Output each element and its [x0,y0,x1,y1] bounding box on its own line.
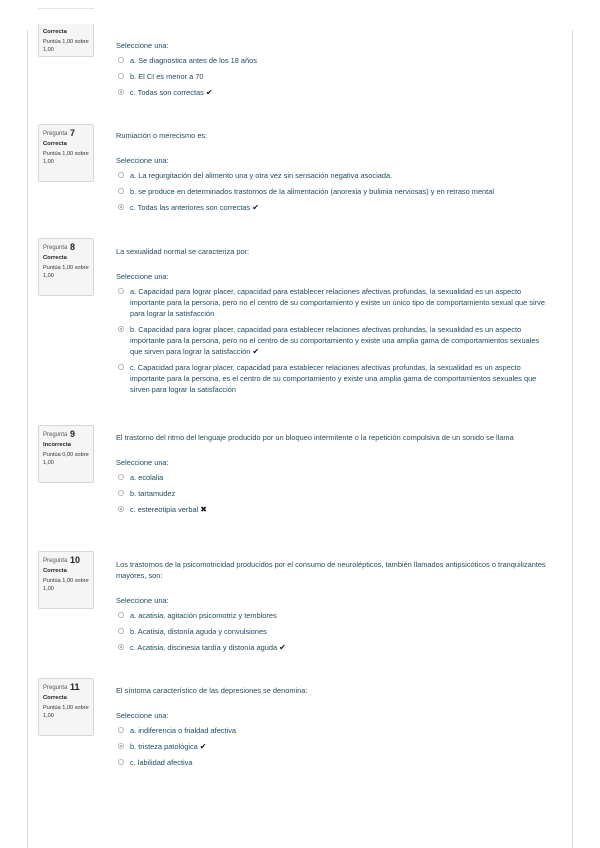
answer-option[interactable] [116,488,548,499]
divider [38,8,94,9]
select-prompt: Seleccione una: [116,596,169,605]
answer-option[interactable] [116,472,548,483]
option-text: a. Capacidad para lograr placer, capacidad para establecer relaciones afectivas profundas, la sexualidad es un aspecto importante para la persona, pero no el centro de su comportamiento y existe un único tipo de comportamiento sexual que sirve para lograr la satisfacción [130,287,545,318]
question-number: 9 [70,429,76,439]
option-text: b. Capacidad para lograr placer, capacidad para establecer relaciones afectivas profundas, la sexualidad es un aspecto importante para la persona, pero no el centro de su comportamiento y existe una amplia gama de comportamientos sexuales que sirven para lograr la satisfacción [130,325,540,356]
question-label: Pregunta 10 [43,555,81,565]
option-text: a. acatisia, agitación psicomotriz y temblores [130,611,277,620]
question-grade: Puntúa 0,00 sobre 1,00 [43,452,89,466]
question-state: Correcta [43,695,67,701]
option-text: c. Acatisia, discinesia tardía y distonía aguda [130,643,278,652]
question-state: Correcta [43,29,67,35]
option-text: c. Todas son correctas [130,88,204,97]
question-text: Rumiación o merecismo es: [116,131,208,140]
option-text: b. se produce en determinados trastornos de la alimentación (anorexia y bulimia nerviosas) y en retraso mental [130,187,494,196]
option-text: a. Se diagnostica antes de los 18 años [130,56,257,65]
question-state: Correcta [43,141,67,147]
question-text: La sexualidad normal se caracteriza por: [116,247,250,256]
answer-option[interactable] [116,71,548,82]
question-info-6 [38,24,94,57]
answer-option[interactable] [116,324,548,357]
radio-button[interactable] [118,172,124,178]
answer-option[interactable] [116,642,548,653]
select-prompt: Seleccione una: [116,458,169,467]
check-icon: ✔ [279,643,286,652]
option-text: c. Capacidad para lograr placer, capacidad para establecer relaciones afectivas profundas, la sexualidad es un aspecto importante para la persona, es el centro de su comportamiento y existe una amplia gama de comportamientos sexuales que sirven para lograr la satisfacción [130,363,537,394]
answer-option[interactable] [116,757,548,768]
option-text: a. indiferencia o frialdad afectiva [130,726,236,735]
question-label: Pregunta 8 [43,242,76,252]
radio-button[interactable] [118,204,124,210]
question-text: Los trastornos de la psicomotricidad producidos por el consumo de neurolépticos, también llamados antipsicóticos o tranquilizantes mayores, son: [116,560,546,580]
question-9 [116,432,548,520]
option-text: c. Todas las anteriores son correctas [130,203,251,212]
radio-button[interactable] [118,628,124,634]
question-text: El síntoma característico de las depresiones se denomina: [116,686,308,695]
question-info-9 [38,425,94,483]
radio-button[interactable] [118,612,124,618]
radio-button[interactable] [118,57,124,63]
check-icon: ✔ [252,203,259,212]
question-label: Pregunta 11 [43,682,80,692]
question-grade: Puntúa 1,00 sobre 1,00 [43,705,89,719]
question-grade: Puntúa 1,00 sobre 1,00 [43,265,89,279]
option-text: b. tristeza patológica [130,742,198,751]
question-label: Pregunta 9 [43,429,76,439]
question-state: Correcta [43,568,67,574]
check-icon: ✔ [252,347,260,356]
answer-option[interactable] [116,362,548,395]
answer-option[interactable] [116,55,548,66]
question-text: El trastorno del ritmo del lenguaje producido por un bloqueo intermitente o la repetición compulsiva de un sonido se llama [116,433,514,442]
answer-option[interactable] [116,725,548,736]
radio-button[interactable] [118,743,124,749]
question-info-10 [38,551,94,609]
option-text: c. estereotipia verbal [130,505,199,514]
check-icon: ✔ [205,88,213,97]
radio-button[interactable] [118,89,124,95]
option-text: b. Acatisia, distonía aguda y convulsiones [130,627,267,636]
option-text: a. La regurgitación del alimento una y otra vez sin sensación negativa asociada. [130,171,393,180]
option-text: b. tartamudez [130,489,176,498]
question-info-11 [38,678,94,736]
question-label: Pregunta 7 [43,128,76,138]
answer-option[interactable] [116,626,548,637]
radio-button[interactable] [118,326,124,332]
answer-option[interactable] [116,186,548,197]
select-prompt: Seleccione una: [116,41,169,50]
select-prompt: Seleccione una: [116,156,169,165]
question-info-7 [38,124,94,182]
radio-button[interactable] [118,506,124,512]
answer-option[interactable] [116,504,548,515]
question-grade: Puntúa 1,00 sobre 1,00 [43,39,89,53]
answer-option[interactable] [116,202,548,213]
radio-button[interactable] [118,474,124,480]
select-prompt: Seleccione una: [116,272,169,281]
question-number: 7 [70,128,76,138]
question-6 [116,40,548,103]
question-info-8 [38,238,94,296]
answer-option[interactable] [116,610,548,621]
answer-option[interactable] [116,87,548,98]
question-10 [116,559,548,658]
question-state: Correcta [43,255,67,261]
option-text: c. labilidad afectiva [130,758,193,767]
select-prompt: Seleccione una: [116,711,169,720]
question-8 [116,246,548,400]
radio-button[interactable] [118,644,124,650]
radio-button[interactable] [118,288,124,294]
option-text: b. El CI es menor a 70 [130,72,204,81]
radio-button[interactable] [118,73,124,79]
answer-option[interactable] [116,286,548,319]
radio-button[interactable] [118,490,124,496]
question-7 [116,130,548,218]
radio-button[interactable] [118,759,124,765]
question-number: 10 [70,555,81,565]
answer-option[interactable] [116,170,548,181]
question-grade: Puntúa 1,00 sobre 1,00 [43,578,89,592]
question-11 [116,685,548,773]
radio-button[interactable] [118,364,124,370]
question-number: 8 [70,242,76,252]
question-number: 11 [70,682,80,692]
cross-icon: ✖ [200,505,207,514]
radio-button[interactable] [118,727,124,733]
check-icon: ✔ [199,742,207,751]
option-text: a. ecolalia [130,473,164,482]
answer-option[interactable] [116,741,548,752]
radio-button[interactable] [118,188,124,194]
question-state: Incorrecta [43,442,72,448]
question-grade: Puntúa 1,00 sobre 1,00 [43,151,89,165]
